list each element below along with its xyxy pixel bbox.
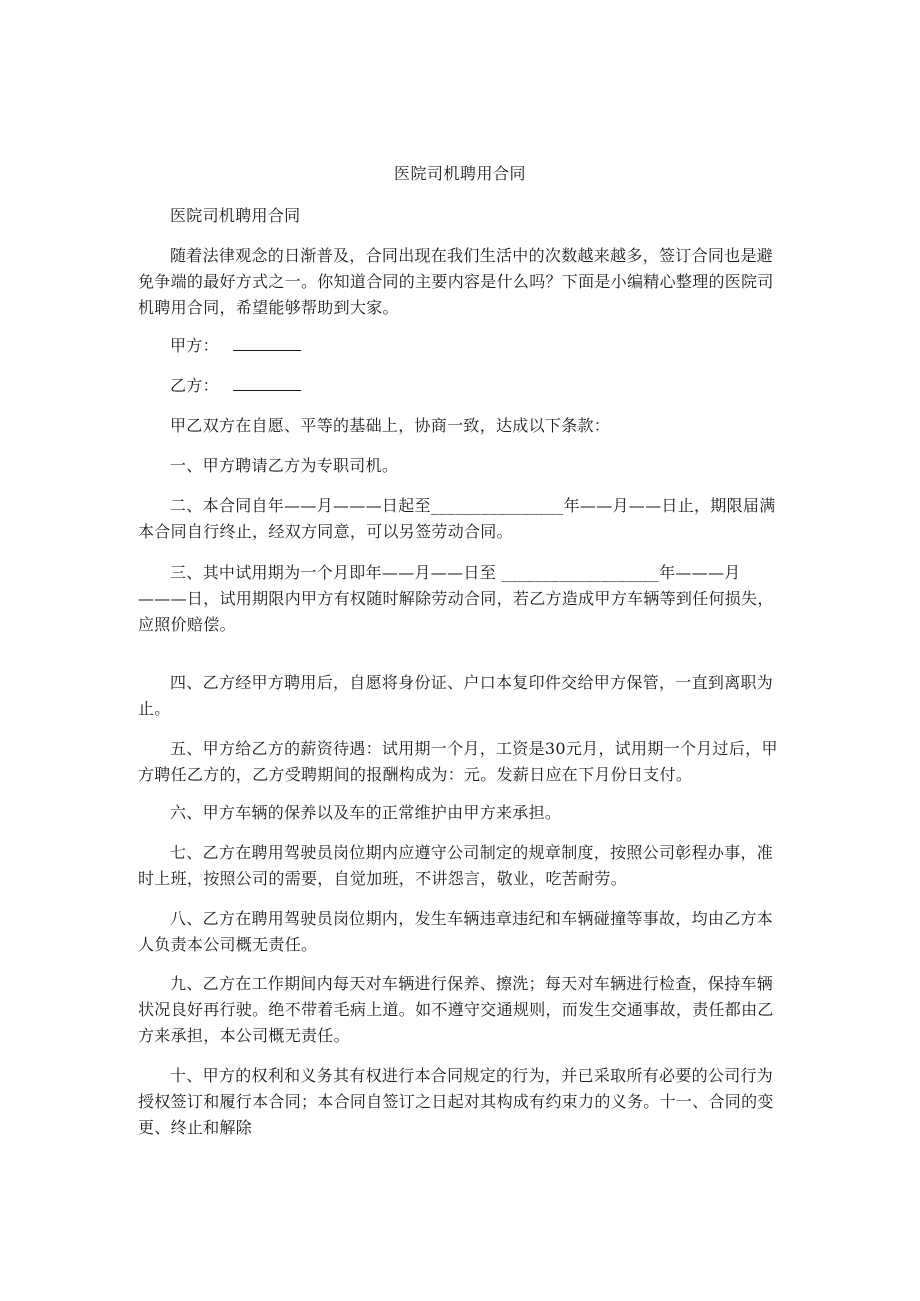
document-subtitle: 医院司机聘用合同 <box>170 206 301 225</box>
party-a-label: 甲方： <box>170 336 219 355</box>
clause-9: 九、乙方在工作期间内每天对车辆进行保养、擦洗；每天对车辆进行检查，保持车辆状况良好再行驶。绝不带着毛病上道。如不遵守交通规则，而发生交通事故，责任都由乙方来承担，本公司概无责任。 <box>138 974 774 1045</box>
clause-3: 三、其中试用期为一个月即年——月——日至 ___________________年———月———日，试用期限内甲方有权随时解除劳动合同，若乙方造成甲方车辆等到任何损失，应照价赔偿。 <box>138 563 774 634</box>
clause-4: 四、乙方经甲方聘用后，自愿将身份证、户口本复印件交给甲方保管，一直到离职为止。 <box>138 673 774 718</box>
document-title: 医院司机聘用合同 <box>393 164 526 183</box>
clause-7: 七、乙方在聘用驾驶员岗位期内应遵守公司制定的规章制度，按照公司彰程办事，准时上班，按照公司的需要，自觉加班，不讲怨言，敬业，吃苦耐劳。 <box>138 843 774 888</box>
clause-10: 十、甲方的权利和义务其有权进行本合同规定的行为，并已采取所有必要的公司行为授权签订和履行本合同；本合同自签订之日起对其构成有约束力的义务。十一、合同的变更、终止和解除 <box>138 1066 774 1137</box>
clause-8: 八、乙方在聘用驾驶员岗位期内，发生车辆违章违纪和车辆碰撞等事故，均由乙方本人负责本公司概无责任。 <box>138 909 774 954</box>
party-b-label: 乙方： <box>170 376 219 395</box>
party-a-blank[interactable] <box>233 334 301 351</box>
intro-paragraph: 随着法律观念的日渐普及，合同出现在我们生活中的次数越来越多，签订合同也是避免争端的最好方式之一。你知道合同的主要内容是什么吗？下面是小编精心整理的医院司机聘用合同，希望能够帮助到大家。 <box>138 246 774 317</box>
clause-5: 五、甲方给乙方的薪资待遇：试用期一个月，工资是30元月，试用期一个月过后，甲方聘任乙方的，乙方受聘期间的报酬构成为：元。发薪日应在下月份日支付。 <box>138 739 778 784</box>
clause-1: 一、甲方聘请乙方为专职司机。 <box>170 456 399 475</box>
preamble-paragraph: 甲乙双方在自愿、平等的基础上，协商一致，达成以下条款： <box>170 416 611 435</box>
party-a-line <box>138 333 788 359</box>
party-b-blank[interactable] <box>233 374 301 391</box>
clause-2: 二、本合同自年——月———日起至________________年——月——日止，期限届满本合同自行终止，经双方同意，可以另签劳动合同。 <box>138 496 776 541</box>
party-b-line <box>138 373 788 399</box>
clause-6: 六、甲方车辆的保养以及车的正常维护由甲方来承担。 <box>170 803 562 822</box>
